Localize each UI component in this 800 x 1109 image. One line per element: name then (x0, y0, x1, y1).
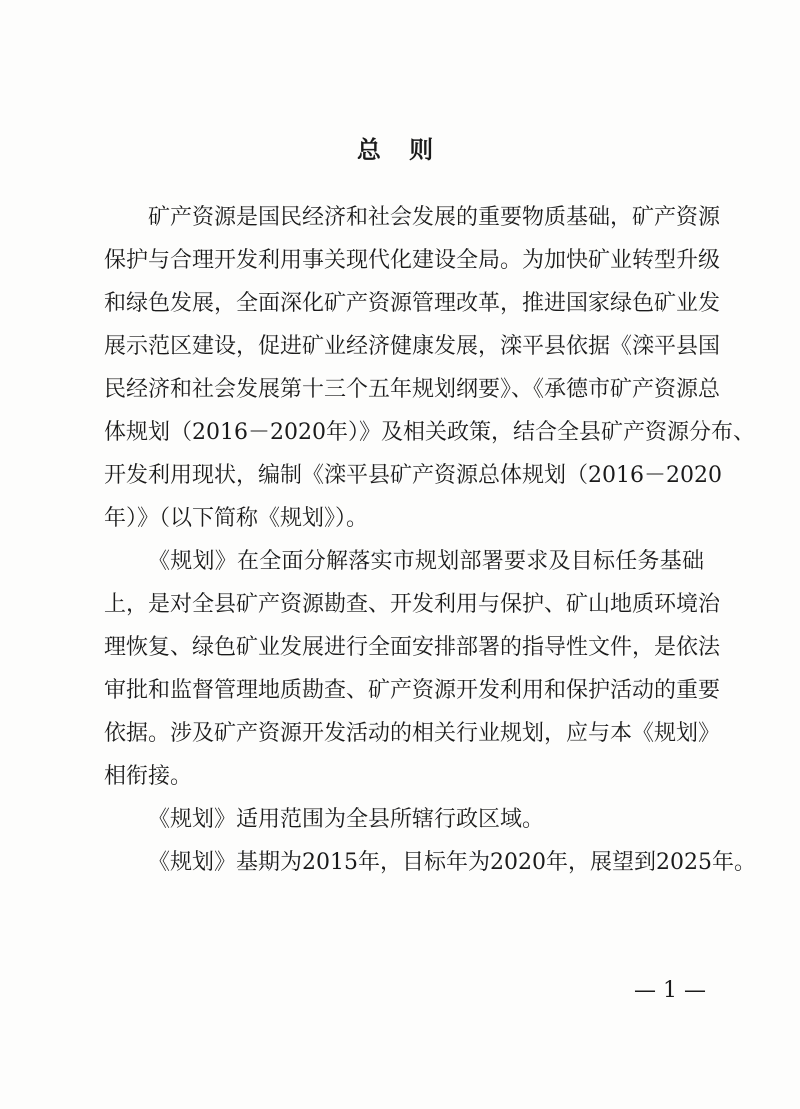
paragraph-line: 展示范区建设，促进矿业经济健康发展，滦平县依据《滦平县国 (104, 334, 721, 359)
paragraph-line: 矿产资源是国民经济和社会发展的重要物质基础，矿产资源 (148, 205, 721, 230)
paragraph-line: 上，是对全县矿产资源勘查、开发利用与保护、矿山地质环境治 (104, 592, 721, 617)
paragraph-line: 年）》（以下简称《规划》）。 (104, 506, 369, 531)
paragraph-line: 《规划》在全面分解落实市规划部署要求及目标任务基础 (148, 549, 704, 574)
paragraph-line: 《规划》基期为2015年，目标年为2020年，展望到2025年。 (148, 850, 756, 875)
paragraph-line: 《规划》适用范围为全县所辖行政区域。 (148, 807, 545, 832)
paragraph-line: 和绿色发展，全面深化矿产资源管理改革，推进国家绿色矿业发 (104, 291, 721, 316)
body-text (104, 196, 756, 884)
page-number: — 1 — (634, 978, 706, 1003)
paragraph-line: 理恢复、绿色矿业发展进行全面安排部署的指导性文件，是依法 (104, 635, 721, 660)
paragraph-line: 相衔接。 (104, 764, 193, 789)
paragraph-line: 保护与合理开发利用事关现代化建设全局。为加快矿业转型升级 (104, 248, 721, 273)
paragraph-line: 依据。涉及矿产资源开发活动的相关行业规划，应与本《规划》 (104, 721, 721, 746)
paragraph-line: 体规划（2016－2020年）》及相关政策，结合全县矿产资源分布、 (104, 420, 755, 445)
paragraph-line: 开发利用现状，编制《滦平县矿产资源总体规划（2016－2020 (104, 463, 722, 488)
paragraph-line: 审批和监督管理地质勘查、矿产资源开发利用和保护活动的重要 (104, 678, 721, 703)
page-title: 总 则 (356, 136, 444, 164)
paragraph-line: 民经济和社会发展第十三个五年规划纲要》、《承德市矿产资源总 (104, 377, 721, 402)
